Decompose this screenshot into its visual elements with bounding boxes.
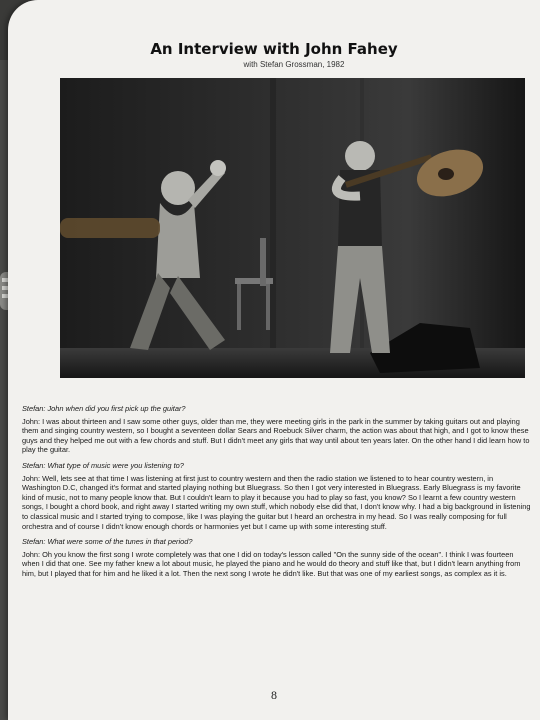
interview-stage-photo (60, 78, 525, 378)
page-title: An Interview with John Fahey (150, 40, 398, 58)
page-subtitle: with Stefan Grossman, 1982 (243, 60, 345, 69)
question-1: Stefan: John when did you first pick up the guitar? (22, 404, 186, 413)
answer-3: John: Oh you know the first song I wrote completely was that one I did on today's lesson called "On the sunny side of the ocean". I think I was fourteen when I did that one. See my father knew a lot about music, he played the piano and he would do theory and stuff like that, but I didn't learn anything from him, but I played that for him and he liked it a lot. Then the next song I wrote he didn't like. But that was one of my earliest songs, as complex as it is. (22, 549, 521, 578)
question-2: Stefan: What type of music were you listening to? (22, 460, 184, 470)
page-number: 8 (271, 688, 277, 702)
question-3: Stefan: What were some of the tunes in that period? (22, 537, 193, 547)
book-page (8, 0, 540, 720)
answer-2: John: Well, lets see at that time I was listening at first just to country western and then the radio station we listened to to hear country western, in Washington D.C, changed it's format and started playing nothing but Bluegrass. So then I got very interested in Bluegrass. Early Bluegrass is my favorite kind of music, not to many people know that. But I couldn't learn to play it because you had to play so fast, you know? So I learnt a few country western songs, I bought a chord book, and right away I started writing my own stuff, which nobody else did that, I don't know why. I had a big background in listening to classical music and I started trying to compose, like I was playing the guitar but I heard an orchestra in my head. So I was really composing for full orchestra and of course I didn't know enough chords or harmonies yet but I came up with some interesting stuff. (22, 473, 531, 531)
answer-1: John: I was about thirteen and I saw some other guys, older than me, they were meeting girls in the park in the summer by taking guitars out and playing them and singing country western, so I bought a seventeen dollar Sears and Roebuck Silver charm, the action was about that high, and I got to know these guys and they helped me out with a few chords and stuff. But I didn't meet any girls that way until about ten years later. On the other hand I did learn how to play the guitar. (22, 416, 530, 455)
interview-text (22, 404, 532, 585)
